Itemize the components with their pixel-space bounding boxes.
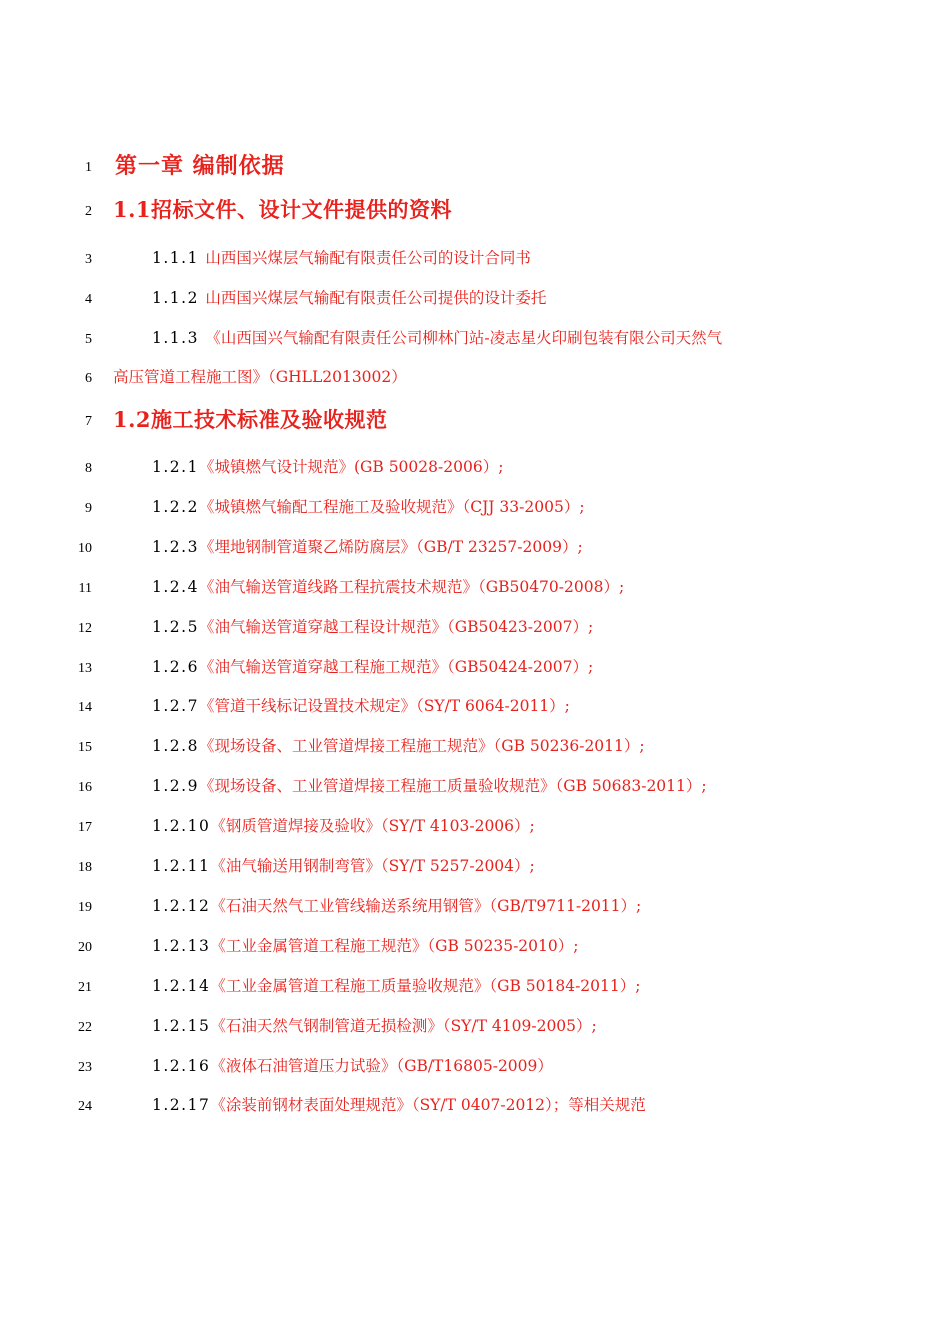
item-text: 《液体石油管道压力试验》（GB/T16805-2009） [210, 1057, 553, 1075]
line-number: 12 [78, 621, 92, 636]
line-number: 20 [78, 940, 92, 955]
item-text: 《油气输送管道线路工程抗震技术规范》（GB50470-2008）; [198, 578, 625, 596]
item-text: 《城镇燃气设计规范》(GB 50028-2006）; [198, 458, 504, 476]
item-text: 《山西国兴气输配有限责任公司柳林门站-凌志星火印刷包装有限公司天然气 [205, 329, 723, 347]
item-number: 1.2.9 [152, 777, 199, 795]
reference-item [152, 856, 535, 876]
reference-item [152, 248, 531, 268]
section-heading [113, 407, 388, 433]
item-text: 《油气输送管道穿越工程设计规范》（GB50423-2007）; [198, 618, 594, 636]
document-line [0, 197, 950, 223]
item-number: 1.2.13 [152, 937, 211, 955]
reference-item [113, 367, 407, 387]
item-text: 1.2施工技术标准及验收规范 [113, 407, 388, 432]
document-line [0, 367, 950, 387]
document-line [0, 248, 950, 268]
line-number: 19 [78, 900, 92, 915]
item-text: 《涂装前钢材表面处理规范》（SY/T 0407-2012）；等相关规范 [210, 1096, 646, 1114]
line-number: 2 [85, 204, 92, 219]
item-text: 《现场设备、工业管道焊接工程施工质量验收规范》（GB 50683-2011）; [198, 777, 707, 795]
item-number: 1.2.16 [152, 1057, 211, 1075]
item-number: 1.2.5 [152, 618, 199, 636]
item-text: 《油气输送用钢制弯管》（SY/T 5257-2004）; [210, 857, 535, 875]
document-line [0, 328, 950, 348]
item-number: 1.1.1 [152, 249, 206, 267]
reference-item [152, 617, 593, 637]
item-text: 《工业金属管道工程施工规范》（GB 50235-2010）; [210, 937, 579, 955]
item-text: 《工业金属管道工程施工质量验收规范》（GB 50184-2011）; [210, 977, 641, 995]
line-number: 6 [85, 371, 92, 386]
reference-item [152, 696, 570, 716]
item-number: 1.2.10 [152, 817, 211, 835]
document-line [0, 976, 950, 996]
reference-item [152, 577, 624, 597]
document-line [0, 816, 950, 836]
line-number: 24 [78, 1099, 92, 1114]
reference-item [152, 657, 593, 677]
reference-item [152, 816, 535, 836]
document-line [0, 1056, 950, 1076]
reference-item [152, 1056, 553, 1076]
reference-item [152, 288, 546, 308]
line-number: 7 [85, 414, 92, 429]
reference-item [152, 976, 640, 996]
reference-item [152, 776, 707, 796]
line-number: 4 [85, 292, 92, 307]
document-line [0, 776, 950, 796]
document-line [0, 896, 950, 916]
item-text: 《现场设备、工业管道焊接工程施工规范》（GB 50236-2011）; [198, 737, 645, 755]
item-number: 1.2.4 [152, 578, 199, 596]
line-number: 3 [85, 252, 92, 267]
reference-item [152, 537, 583, 557]
item-number: 1.2.12 [152, 897, 211, 915]
document-line [0, 736, 950, 756]
item-text: 《城镇燃气输配工程施工及验收规范》（CJJ 33-2005）; [198, 498, 585, 516]
document-line [0, 1016, 950, 1036]
item-number: 1.2.6 [152, 658, 199, 676]
reference-item [152, 328, 722, 348]
line-number: 5 [85, 332, 92, 347]
document-line [0, 288, 950, 308]
item-number: 1.2.11 [152, 857, 211, 875]
document-line [0, 936, 950, 956]
document-line [0, 457, 950, 477]
line-number: 17 [78, 820, 92, 835]
item-text: 《钢质管道焊接及验收》（SY/T 4103-2006）; [210, 817, 535, 835]
item-text: 山西国兴煤层气输配有限责任公司提供的设计委托 [205, 289, 547, 307]
reference-item [152, 736, 645, 756]
document-line [0, 577, 950, 597]
item-text: 《石油天然气钢制管道无损检测》（SY/T 4109-2005）; [210, 1017, 597, 1035]
line-number: 1 [85, 160, 92, 175]
line-number: 9 [85, 501, 92, 516]
item-text: 《油气输送管道穿越工程施工规范》（GB50424-2007）; [198, 658, 594, 676]
item-number: 1.2.14 [152, 977, 211, 995]
item-text: 山西国兴煤层气输配有限责任公司的设计合同书 [205, 249, 531, 267]
item-number: 1.2.3 [152, 538, 199, 556]
item-text: 1.1招标文件、设计文件提供的资料 [113, 197, 453, 222]
document-line [0, 497, 950, 517]
document-line [0, 696, 950, 716]
item-number: 1.2.8 [152, 737, 199, 755]
item-text: 《管道干线标记设置技术规定》（SY/T 6064-2011）; [198, 697, 570, 715]
line-number: 15 [78, 740, 92, 755]
document-line [0, 153, 950, 179]
item-text: 《石油天然气工业管线输送系统用钢管》（GB/T9711-2011）; [210, 897, 642, 915]
line-number: 22 [78, 1020, 92, 1035]
reference-item [152, 497, 585, 517]
document-line [0, 407, 950, 433]
item-number: 1.2.15 [152, 1017, 211, 1035]
reference-item [152, 936, 578, 956]
line-number: 14 [78, 700, 92, 715]
line-number: 8 [85, 461, 92, 476]
line-number: 10 [78, 541, 92, 556]
line-number: 13 [78, 661, 92, 676]
line-number: 23 [78, 1060, 92, 1075]
reference-item [152, 457, 503, 477]
document-line [0, 537, 950, 557]
reference-item [152, 896, 641, 916]
item-text: 高压管道工程施工图》（GHLL2013002） [113, 368, 407, 386]
item-text: 《埋地钢制管道聚乙烯防腐层》（GB/T 23257-2009）; [198, 538, 583, 556]
line-number: 21 [78, 980, 92, 995]
document-line [0, 856, 950, 876]
item-number: 1.1.3 [152, 329, 206, 347]
reference-item [152, 1095, 646, 1115]
item-number: 1.1.2 [152, 289, 206, 307]
section-heading [113, 197, 452, 223]
item-number: 1.2.7 [152, 697, 199, 715]
line-number: 11 [78, 581, 92, 596]
item-number: 1.2.2 [152, 498, 199, 516]
document-line [0, 1095, 950, 1115]
reference-item [152, 1016, 597, 1036]
document-line [0, 617, 950, 637]
line-number: 16 [78, 780, 92, 795]
item-number: 1.2.17 [152, 1096, 211, 1114]
document-line [0, 657, 950, 677]
item-text: 第一章 编制依据 [115, 153, 285, 179]
line-number: 18 [78, 860, 92, 875]
chapter-heading [115, 153, 285, 179]
item-number: 1.2.1 [152, 458, 199, 476]
